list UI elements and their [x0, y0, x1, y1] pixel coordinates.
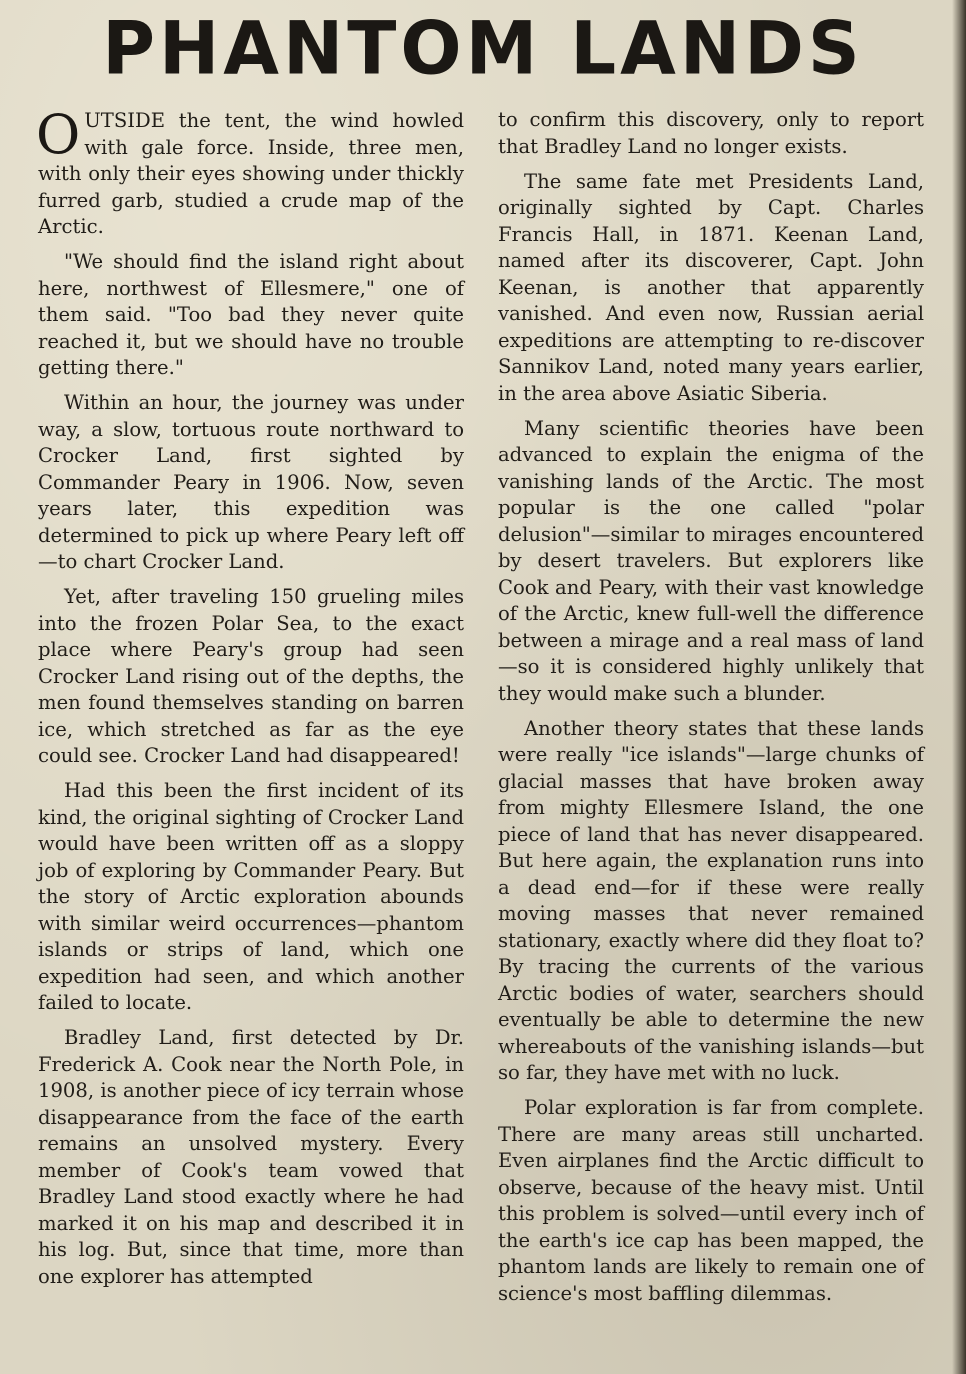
paragraph: Many scientific theories have been advanced to explain the enigma of the vanishing lands of the Arctic. The most popular is the one called "polar delusion"—similar to mirages encountered by desert travelers. But explorers like Cook and Peary, with their vast knowledge of the Arctic, knew full-well the difference between a mirage and a real mass of land—so it is considered highly unlikely that they would make such a blunder.: [498, 416, 924, 705]
paragraph: Yet, after traveling 150 grueling miles into the frozen Polar Sea, to the exact place where Peary's group had seen Crocker Land rising out of the depths, the men found themselves standing on barren ice, which stretched as far as the eye could see. Crocker Land had disappeared!: [38, 585, 464, 767]
paragraph-text: UTSIDE the tent, the wind howled with gale force. Inside, three men, with only their eyes showing under thickly furred garb, studied a crude map of the Arctic.: [38, 109, 464, 238]
right-column: [498, 107, 924, 1316]
drop-cap: O: [36, 103, 81, 166]
paragraph: [36, 103, 464, 241]
paragraph: Had this been the first incident of its kind, the original sighting of Crocker Land would have been written off as a sloppy job of exploring by Commander Peary. But the story of Arctic exploration abounds with similar weird occurrences—phantom islands or strips of land, which one expedition had seen, and which another failed to locate.: [38, 779, 464, 1014]
paragraph: Another theory states that these lands were really "ice islands"—large chunks of glacial masses that have broken away from mighty Ellesmere Island, the one piece of land that has never disappeared. But here again, the explanation runs into a dead end—for if these were really moving masses that never remained stationary, exactly where did they float to? By tracing the currents of the various Arctic bodies of water, searchers should eventually be able to determine the new whereabouts of the vanishing islands—but so far, they have met with no luck.: [498, 716, 924, 1084]
paragraph: Bradley Land, first detected by Dr. Frederick A. Cook near the North Pole, in 1908, is another piece of icy terrain whose disappearance from the face of the earth remains an unsolved mystery. Every member of Cook's team vowed that Bradley Land stood exactly where he had marked it on his map and described it in his log. But, since that time, more than one explorer has attempted: [38, 1026, 464, 1288]
article-title: PHANTOM LANDS: [102, 5, 864, 91]
paragraph: Within an hour, the journey was under way, a slow, tortuous route northward to Crocker Land, first sighted by Commander Peary in 1906. Now, seven years later, this expedition was determined to pick up where Peary left off—to chart Crocker Land.: [38, 391, 464, 573]
paragraph-continued: to confirm this discovery, only to report that Bradley Land no longer exists.: [498, 108, 924, 158]
paragraph: Polar exploration is far from complete. There are many areas still uncharted. Even airplanes find the Arctic difficult to observe, because of the heavy mist. Until this problem is solved—until every inch of the earth's ice cap has been mapped, the phantom lands are likely to remain one of science's most baffling dilemmas.: [498, 1096, 924, 1305]
paragraph: "We should find the island right about here, northwest of Ellesmere," one of them said. "Too bad they never quite reached it, but we should have no trouble getting there.": [38, 250, 464, 379]
left-column: [36, 103, 464, 1299]
paragraph: The same fate met Presidents Land, originally sighted by Capt. Charles Francis Hall, in 1871. Keenan Land, named after its discoverer, Capt. John Keenan, is another that apparently vanished. And even now, Russian aerial expeditions are attempting to re-discover Sannikov Land, noted many years earlier, in the area above Asiatic Siberia.: [498, 169, 924, 405]
